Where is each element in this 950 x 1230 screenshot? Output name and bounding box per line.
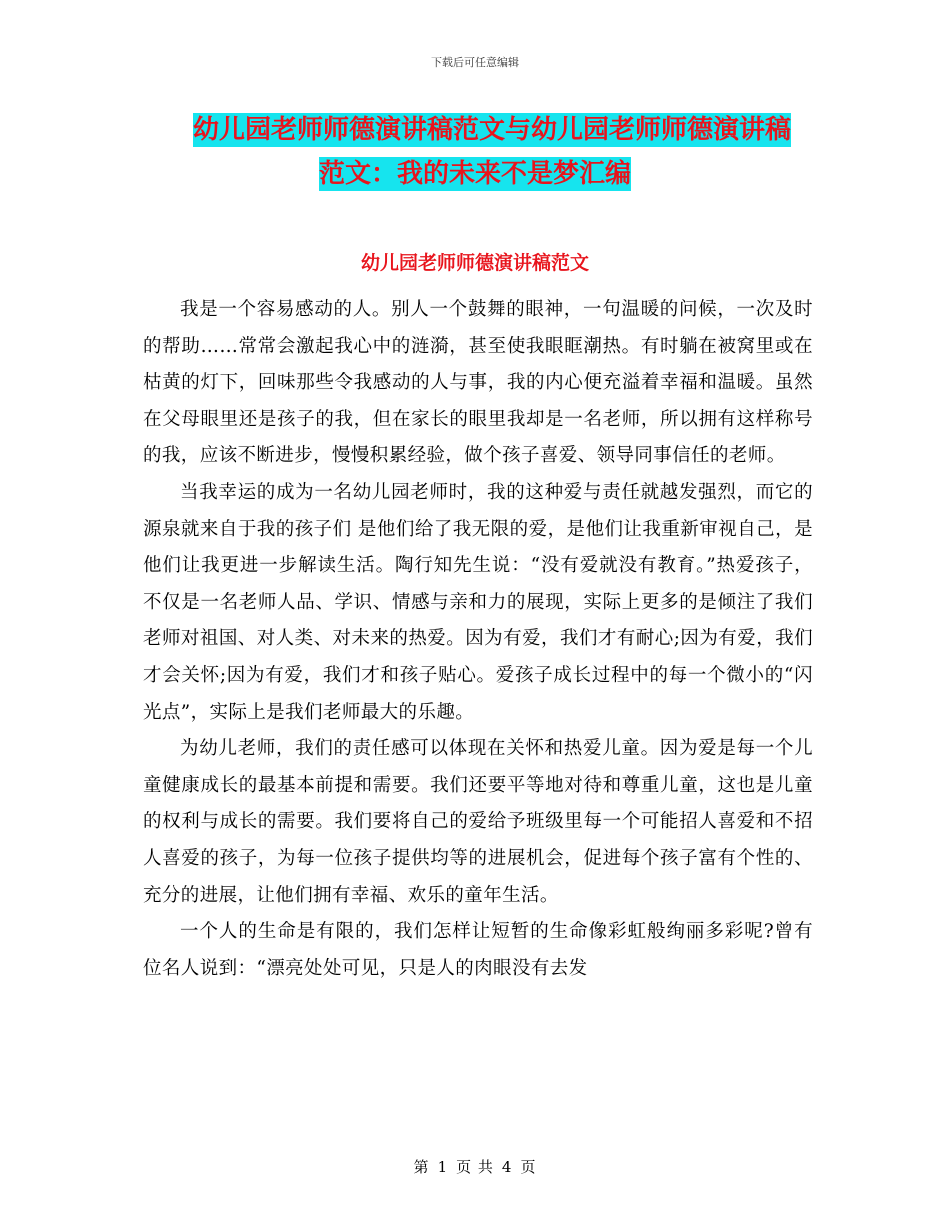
- paragraph: 为幼儿老师，我们的责任感可以体现在关怀和热爱儿童。因为爱是每一个儿童健康成长的最基本前提和需要。我们还要平等地对待和尊重儿童，这也是儿童的权利与成长的需要。我们要将自己的爱给予班级里每一个可能招人喜爱和不招人喜爱的孩子，为每一位孩子提供均等的进展机会，促进每个孩子富有个性的、充分的进展，让他们拥有幸福、欢乐的童年生活。: [143, 738, 813, 906]
- title-highlight-1: 幼儿园老师师德演讲稿范文与幼儿园老师师德演讲稿: [193, 115, 792, 145]
- title-highlight-2: 范文：我的未来不是梦汇编: [319, 159, 632, 189]
- body-text: [143, 292, 813, 987]
- header-note: 下载后可任意编辑: [431, 56, 519, 69]
- paragraph: 我是一个容易感动的人。别人一个鼓舞的眼神，一句温暖的问候，一次及时的帮助……常常会激起我心中的涟漪，甚至使我眼眶潮热。有时躺在被窝里或在枯黄的灯下，回味那些令我感动的人与事，我的内心便充溢着幸福和温暖。虽然在父母眼里还是孩子的我，但在家长的眼里我却是一名老师，所以拥有这样称号的我，应该不断进步，慢慢积累经验，做个孩子喜爱、领导同事信任的老师。: [143, 299, 813, 467]
- document-title-line-1: [185, 108, 825, 152]
- paragraph: 当我幸运的成为一名幼儿园老师时，我的这种爱与责任就越发强烈，而它的源泉就来自于我的孩子们 是他们给了我无限的爱，是他们让我重新审视自己，是他们让我更进一步解读生活。陶行知先生说：“没有爱就没有教育。”热爱孩子，不仅是一名老师人品、学识、情感与亲和力的展现，实际上更多的是倾注了我们老师对祖国、对人类、对未来的热爱。因为有爱，我们才有耐心;因为有爱，我们才会关怀;因为有爱，我们才和孩子贴心。爱孩子成长过程中的每一个微小的“闪光点”，实际上是我们老师最大的乐趣。: [143, 481, 813, 723]
- footer-label-of: 页 共: [456, 1158, 494, 1176]
- section-heading: 幼儿园老师师德演讲稿范文: [360, 252, 589, 274]
- footer-label-end: 页: [520, 1158, 537, 1176]
- current-page-number: 1: [437, 1158, 449, 1176]
- document-title: [185, 108, 825, 196]
- paragraph: 一个人的生命是有限的，我们怎样让短暂的生命像彩虹般绚丽多彩呢?曾有位名人说到：“漂亮处处可见，只是人的肉眼没有去发: [143, 921, 813, 979]
- page-footer: [0, 1156, 950, 1177]
- total-pages-number: 4: [501, 1158, 513, 1176]
- document-title-line-2: [185, 152, 825, 196]
- footer-label-page: 第: [413, 1158, 430, 1176]
